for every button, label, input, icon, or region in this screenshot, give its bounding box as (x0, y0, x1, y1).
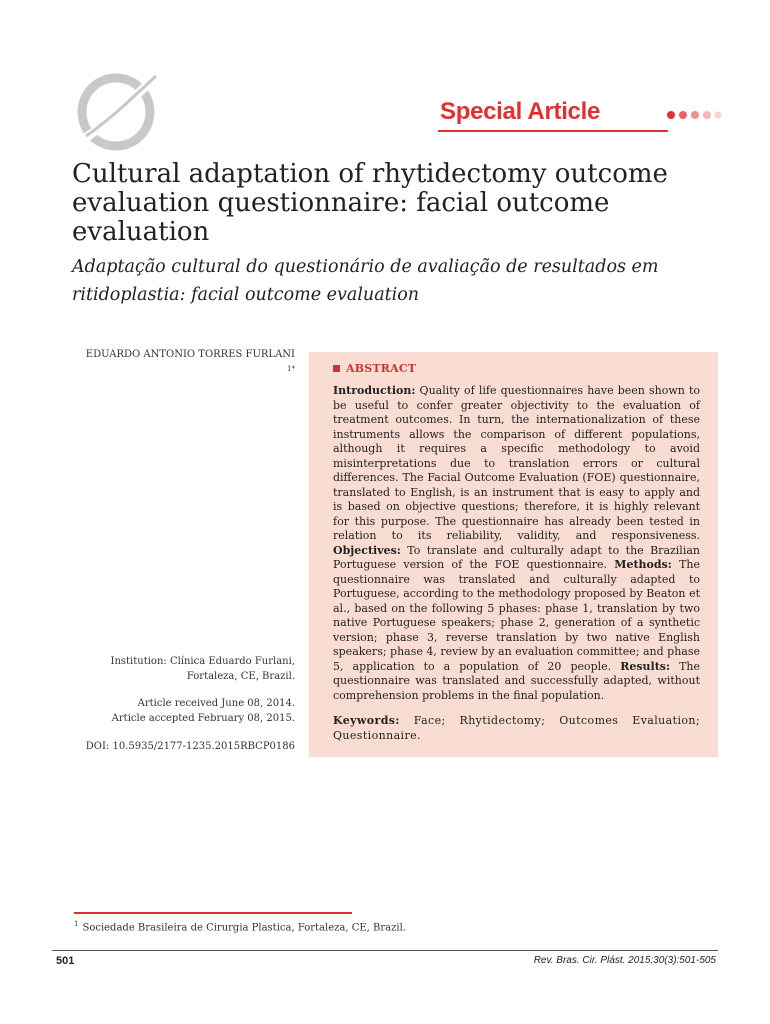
article-title: Cultural adaptation of rhytidectomy outcome evaluation questionnaire: facial outcome evaluation (72, 159, 668, 247)
journal-reference: Rev. Bras. Cir. Plást. 2015;30(3):501-505 (533, 955, 716, 966)
abstract-text (333, 384, 700, 703)
methods-label: Methods: (614, 558, 672, 571)
objectives-label: Objectives: (333, 543, 401, 557)
objectives-text: To translate and culturally adapt to the Brazilian Portuguese version of the FOE questionnaire. (333, 543, 700, 571)
article-subtitle: Adaptação cultural do questionário de avaliação de resultados em ritidoplastia: facial outcome evaluation (72, 257, 659, 305)
section-rule (438, 130, 668, 132)
results-text: The questionnaire was translated and successfully adapted, without comprehension problems in the final population. (333, 659, 700, 702)
abstract-heading: ABSTRACT (333, 362, 700, 375)
section-label: Special Article (440, 98, 601, 125)
received-date: Article received June 08, 2014. (137, 698, 295, 709)
accepted-date: Article accepted February 08, 2015. (111, 713, 295, 724)
footnote (74, 920, 406, 933)
results-label: Results: (620, 659, 671, 673)
author-name: EDUARDO ANTONIO TORRES FURLANI $^{1*}$ (85, 349, 295, 373)
keywords-text: Face; Rhytidectomy; Outcomes Evaluation; Questionnaire. (333, 714, 700, 742)
introduction-label: Introduction: (333, 384, 416, 397)
article-dates (80, 696, 295, 726)
footnote-text: Sociedade Brasileira de Cirurgia Plastica, Fortaleza, CE, Brazil. (82, 922, 406, 934)
page-number: 501 (56, 955, 75, 967)
methods-text: The questionnaire was translated and culturally adapted to Portuguese, according to the methodology proposed by Beaton et al., based on the following 5 phases: phase 1, translation by two native Portuguese speakers; phase 2, generation of a synthetic version; phase 3, reverse translation by two native English speakers; phase 4, review by an evaluation committee; and phase 5, application to a population of 20 people. (333, 558, 701, 673)
introduction-text: Quality of life questionnaires have been shown to be useful to confer greater objectivity to the evaluation of treatment outcomes. In turn, the internationalization of these instruments allows the comparison of different populations, although it requires a specific methodology to avoid misinterpretations due to translation errors or cultural differences. The Facial Outcome Evaluation (FOE) questionnaire, translated to English, is an instrument that is easy to apply and is based on objective questions; therefore, it is highly relevant for this purpose. The questionnaire has already been tested in relation to its reliability, validity, and responsiveness. (333, 384, 701, 542)
author-block (80, 348, 295, 380)
keywords-label: Keywords: (333, 714, 400, 727)
abstract-box (309, 352, 718, 757)
decorative-dots-icon (666, 109, 722, 121)
footnote-mark: 1 (74, 920, 79, 928)
footnote-rule (74, 912, 352, 914)
author-marks: 1* (287, 365, 295, 373)
square-bullet-icon (333, 365, 340, 372)
doi: DOI: 10.5935/2177-1235.2015RBCP0186 (85, 741, 295, 752)
journal-logo (70, 62, 166, 158)
page-footer-rule (52, 950, 718, 951)
institution: Institution: Clínica Eduardo Furlani, Fortaleza, CE, Brazil. (110, 656, 295, 682)
keywords (333, 713, 700, 743)
